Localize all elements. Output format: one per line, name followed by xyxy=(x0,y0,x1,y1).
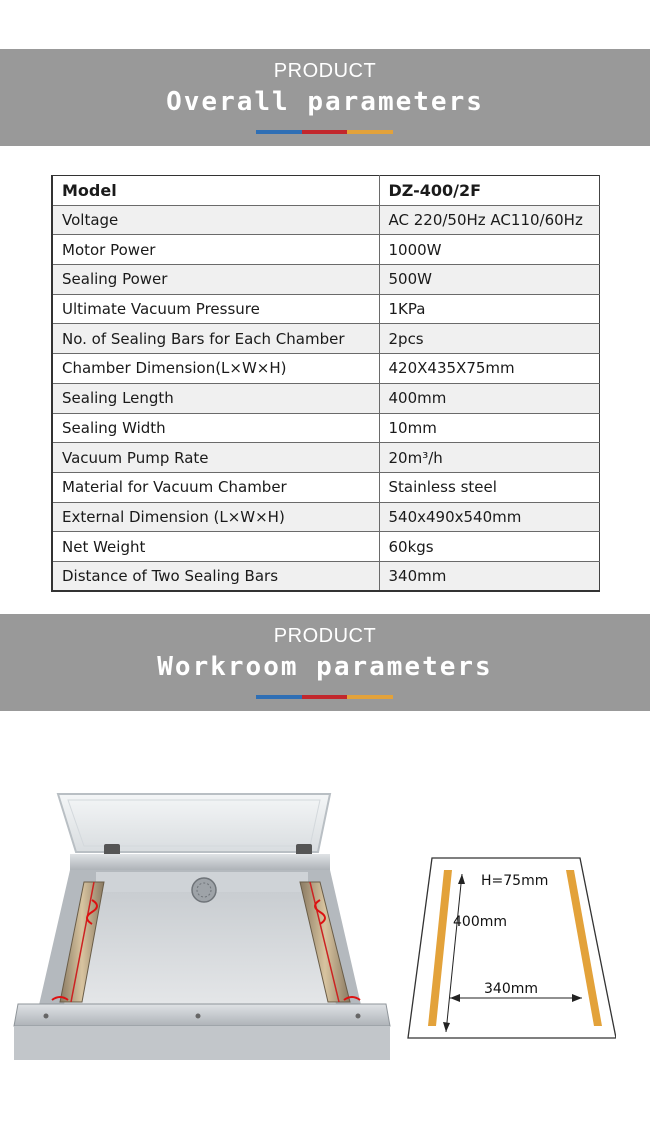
table-header-row xyxy=(52,176,600,206)
row-label: Distance of Two Sealing Bars xyxy=(52,561,379,591)
row-value: 540x490x540mm xyxy=(379,502,600,532)
header-label: Model xyxy=(52,176,379,206)
table-row xyxy=(52,413,600,443)
table-row xyxy=(52,294,600,324)
vacuum-chamber-photo xyxy=(12,790,392,1060)
row-label: Voltage xyxy=(52,205,379,235)
row-label: Sealing Power xyxy=(52,265,379,295)
banner-divider xyxy=(256,695,393,699)
row-label: Motor Power xyxy=(52,235,379,265)
table-row xyxy=(52,502,600,532)
row-label: Sealing Length xyxy=(52,383,379,413)
table-row xyxy=(52,383,600,413)
row-value: 20m³/h xyxy=(379,443,600,473)
row-value: 60kgs xyxy=(379,532,600,562)
table-row xyxy=(52,354,600,384)
overall-parameters-banner xyxy=(0,49,650,146)
row-value: 10mm xyxy=(379,413,600,443)
workroom-parameters-banner xyxy=(0,614,650,711)
row-label: Sealing Width xyxy=(52,413,379,443)
row-value: 2pcs xyxy=(379,324,600,354)
table-row xyxy=(52,205,600,235)
distance-label: 340mm xyxy=(484,981,538,997)
banner-divider xyxy=(256,130,393,134)
table-row xyxy=(52,324,600,354)
row-label: Vacuum Pump Rate xyxy=(52,443,379,473)
height-label: H=75mm xyxy=(481,873,549,889)
row-value: 340mm xyxy=(379,561,600,591)
table-row xyxy=(52,561,600,591)
row-value: 500W xyxy=(379,265,600,295)
row-label: Chamber Dimension(L×W×H) xyxy=(52,354,379,384)
row-value: 1KPa xyxy=(379,294,600,324)
row-label: Material for Vacuum Chamber xyxy=(52,472,379,502)
row-label: External Dimension (L×W×H) xyxy=(52,502,379,532)
table-row xyxy=(52,443,600,473)
spec-table xyxy=(51,175,600,592)
row-label: No. of Sealing Bars for Each Chamber xyxy=(52,324,379,354)
row-value: 420X435X75mm xyxy=(379,354,600,384)
banner-title: Overall parameters xyxy=(166,87,484,117)
banner-title: Workroom parameters xyxy=(157,652,493,682)
banner-eyebrow: PRODUCT xyxy=(273,60,377,82)
banner-eyebrow: PRODUCT xyxy=(273,625,377,647)
row-value: AC 220/50Hz AC110/60Hz xyxy=(379,205,600,235)
header-value: DZ-400/2F xyxy=(379,176,600,206)
row-label: Ultimate Vacuum Pressure xyxy=(52,294,379,324)
table-row xyxy=(52,265,600,295)
row-label: Net Weight xyxy=(52,532,379,562)
table-row xyxy=(52,472,600,502)
table-row xyxy=(52,532,600,562)
table-row xyxy=(52,235,600,265)
length-label: 400mm xyxy=(453,914,507,930)
row-value: 1000W xyxy=(379,235,600,265)
row-value: Stainless steel xyxy=(379,472,600,502)
row-value: 400mm xyxy=(379,383,600,413)
chamber-dimension-diagram xyxy=(404,856,616,1040)
